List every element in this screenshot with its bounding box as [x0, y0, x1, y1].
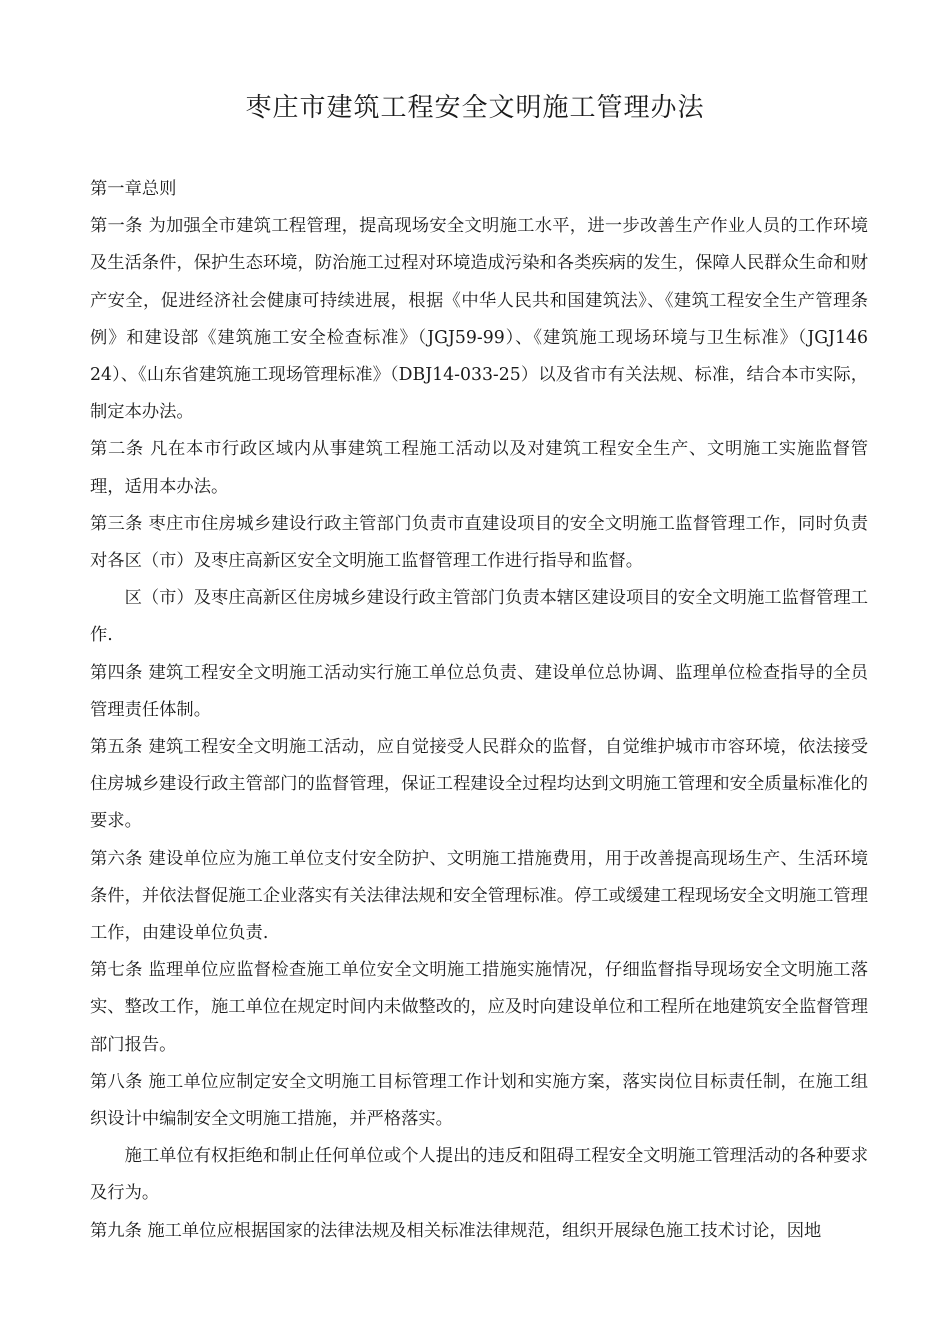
- article-9-paragraph: 第九条 施工单位应根据国家的法律法规及相关标准法律规范，组织开展绿色施工技术讨论，因地: [90, 1220, 822, 1241]
- article-1-paragraph: 第一条 为加强全市建筑工程管理，提高现场安全文明施工水平，进一步改善生产作业人员的工作环境及生活条件，保护生态环境，防治施工过程对环境造成污染和各类疾病的发生，保障人民群众生命和财产安全，促进经济社会健康可持续进展，根据《中华人民共和国建筑法》、《建筑工程安全生产管理条例》和建设部《建筑施工安全检查标准》（JGJ59-99）、《建筑施工现场环境与卫生标准》（JGJ146 24）、《山东省建筑施工现场管理标准》（DBJ14-033-25）以及省市有关法规、标准，结合本市实际，制定本办法。: [90, 216, 868, 423]
- article-4-paragraph: 第四条 建筑工程安全文明施工活动实行施工单位总负责、建设单位总协调、监理单位检查指导的全员管理责任体制。: [90, 662, 868, 720]
- article-8-paragraph: 第八条 施工单位应制定安全文明施工目标管理工作计划和实施方案，落实岗位目标责任制，在施工组织设计中编制安全文明施工措施，并严格落实。: [90, 1071, 868, 1130]
- chapter-heading: 第一章总则: [90, 179, 177, 199]
- article-3-continuation-paragraph: 区（市）及枣庄高新区住房城乡建设行政主管部门负责本辖区建设项目的安全文明施工监督管理工作.: [90, 588, 868, 646]
- document-body: [90, 171, 868, 1250]
- article-6-paragraph: 第六条 建设单位应为施工单位支付安全防护、文明施工措施费用，用于改善提高现场生产、生活环境条件，并依法督促施工企业落实有关法律法规和安全管理标准。停工或缓建工程现场安全文明施工管理工作，由建设单位负责.: [90, 848, 868, 944]
- article-8-continuation-paragraph: 施工单位有权拒绝和制止任何单位或个人提出的违反和阻碍工程安全文明施工管理活动的各种要求及行为。: [90, 1146, 868, 1204]
- article-2-paragraph: 第二条 凡在本市行政区域内从事建筑工程施工活动以及对建筑工程安全生产、文明施工实施监督管理，适用本办法。: [90, 439, 868, 497]
- document-title: 枣庄市建筑工程安全文明施工管理办法: [245, 93, 705, 123]
- article-5-paragraph: 第五条 建筑工程安全文明施工活动，应自觉接受人民群众的监督，自觉维护城市市容环境，依法接受住房城乡建设行政主管部门的监督管理，保证工程建设全过程均达到文明施工管理和安全质量标准化的要求。: [90, 737, 868, 832]
- article-3-paragraph: 第三条 枣庄市住房城乡建设行政主管部门负责市直建设项目的安全文明施工监督管理工作，同时负责对各区（市）及枣庄高新区安全文明施工监督管理工作进行指导和监督。: [90, 513, 868, 572]
- article-7-paragraph: 第七条 监理单位应监督检查施工单位安全文明施工措施实施情况，仔细监督指导现场安全文明施工落实、整改工作，施工单位在规定时间内未做整改的，应及时向建设单位和工程所在地建筑安全监督管理部门报告。: [90, 960, 868, 1055]
